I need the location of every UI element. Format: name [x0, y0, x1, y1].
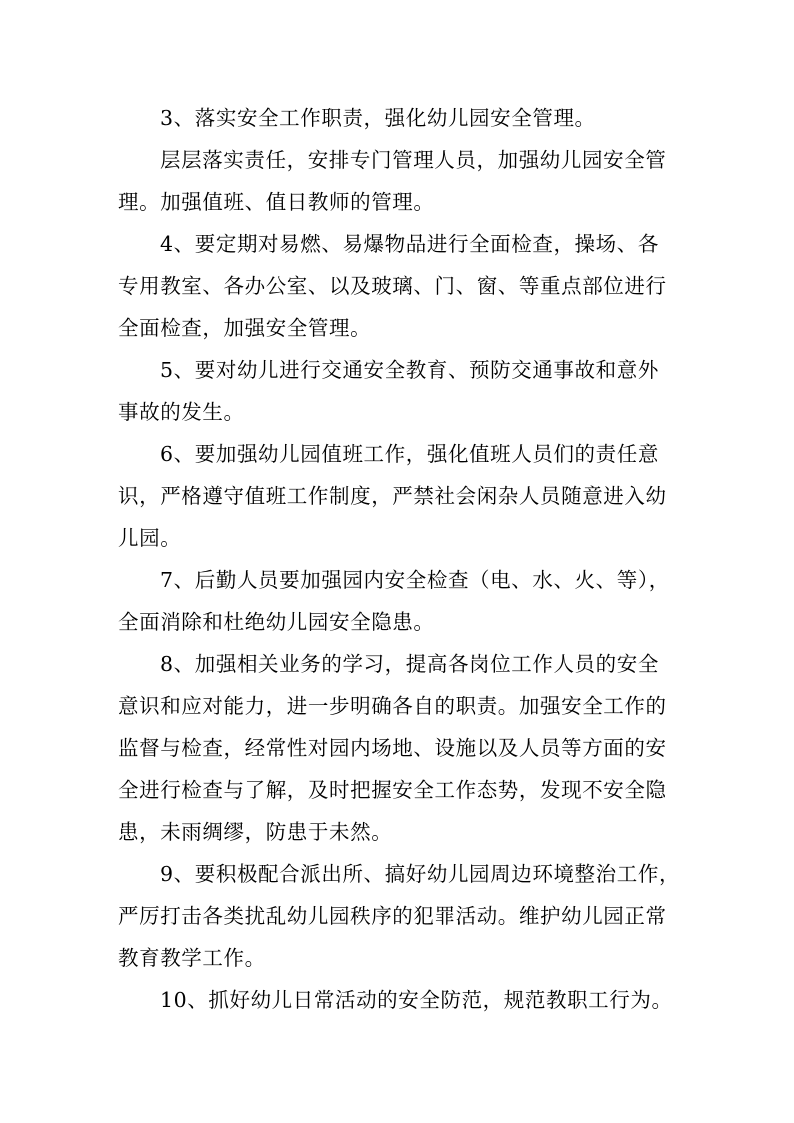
item-7-line-1: 7、后勤人员要加强园内安全检查（电、水、火、等）， — [160, 568, 670, 592]
item-5-line-2: 事故的发生。 — [118, 400, 245, 424]
item-4-line-1: 4、要定期对易燃、易爆物品进行全面检查，操场、各 — [160, 232, 659, 256]
item-9-line-1: 9、要积极配合派出所、搞好幼儿园周边环境整治工作， — [160, 862, 681, 886]
item-4-line-2: 专用教室、各办公室、以及玻璃、门、窗、等重点部位进行 — [118, 274, 667, 298]
item-4-line-3: 全面检查，加强安全管理。 — [118, 316, 372, 340]
item-3-line-3: 理。加强值班、值日教师的管理。 — [118, 190, 435, 214]
item-10-line-1: 10、抓好幼儿日常活动的安全防范，规范教职工行为。 — [160, 988, 673, 1012]
item-3-line-2: 层层落实责任，安排专门管理人员，加强幼儿园安全管 — [160, 148, 667, 172]
item-7-line-2: 全面消除和杜绝幼儿园安全隐患。 — [118, 610, 435, 634]
item-8-line-3: 监督与检查，经常性对园内场地、设施以及人员等方面的安 — [118, 736, 667, 760]
item-8-line-2: 意识和应对能力，进一步明确各自的职责。加强安全工作的 — [118, 694, 667, 718]
item-9-line-3: 教育教学工作。 — [118, 946, 266, 970]
item-8-line-4: 全进行检查与了解，及时把握安全工作态势，发现不安全隐 — [118, 778, 667, 802]
item-6-line-1: 6、要加强幼儿园值班工作，强化值班人员们的责任意 — [160, 442, 659, 466]
item-8-line-1: 8、加强相关业务的学习，提高各岗位工作人员的安全 — [160, 652, 659, 676]
item-6-line-3: 儿园。 — [118, 526, 182, 550]
item-5-line-1: 5、要对幼儿进行交通安全教育、预防交通事故和意外 — [160, 358, 659, 382]
item-3-line-1: 3、落实安全工作职责，强化幼儿园安全管理。 — [160, 106, 596, 130]
item-6-line-2: 识，严格遵守值班工作制度，严禁社会闲杂人员随意进入幼 — [118, 484, 667, 508]
item-8-line-5: 患，未雨绸缪，防患于未然。 — [118, 820, 393, 844]
item-9-line-2: 严厉打击各类扰乱幼儿园秩序的犯罪活动。维护幼儿园正常 — [118, 904, 667, 928]
